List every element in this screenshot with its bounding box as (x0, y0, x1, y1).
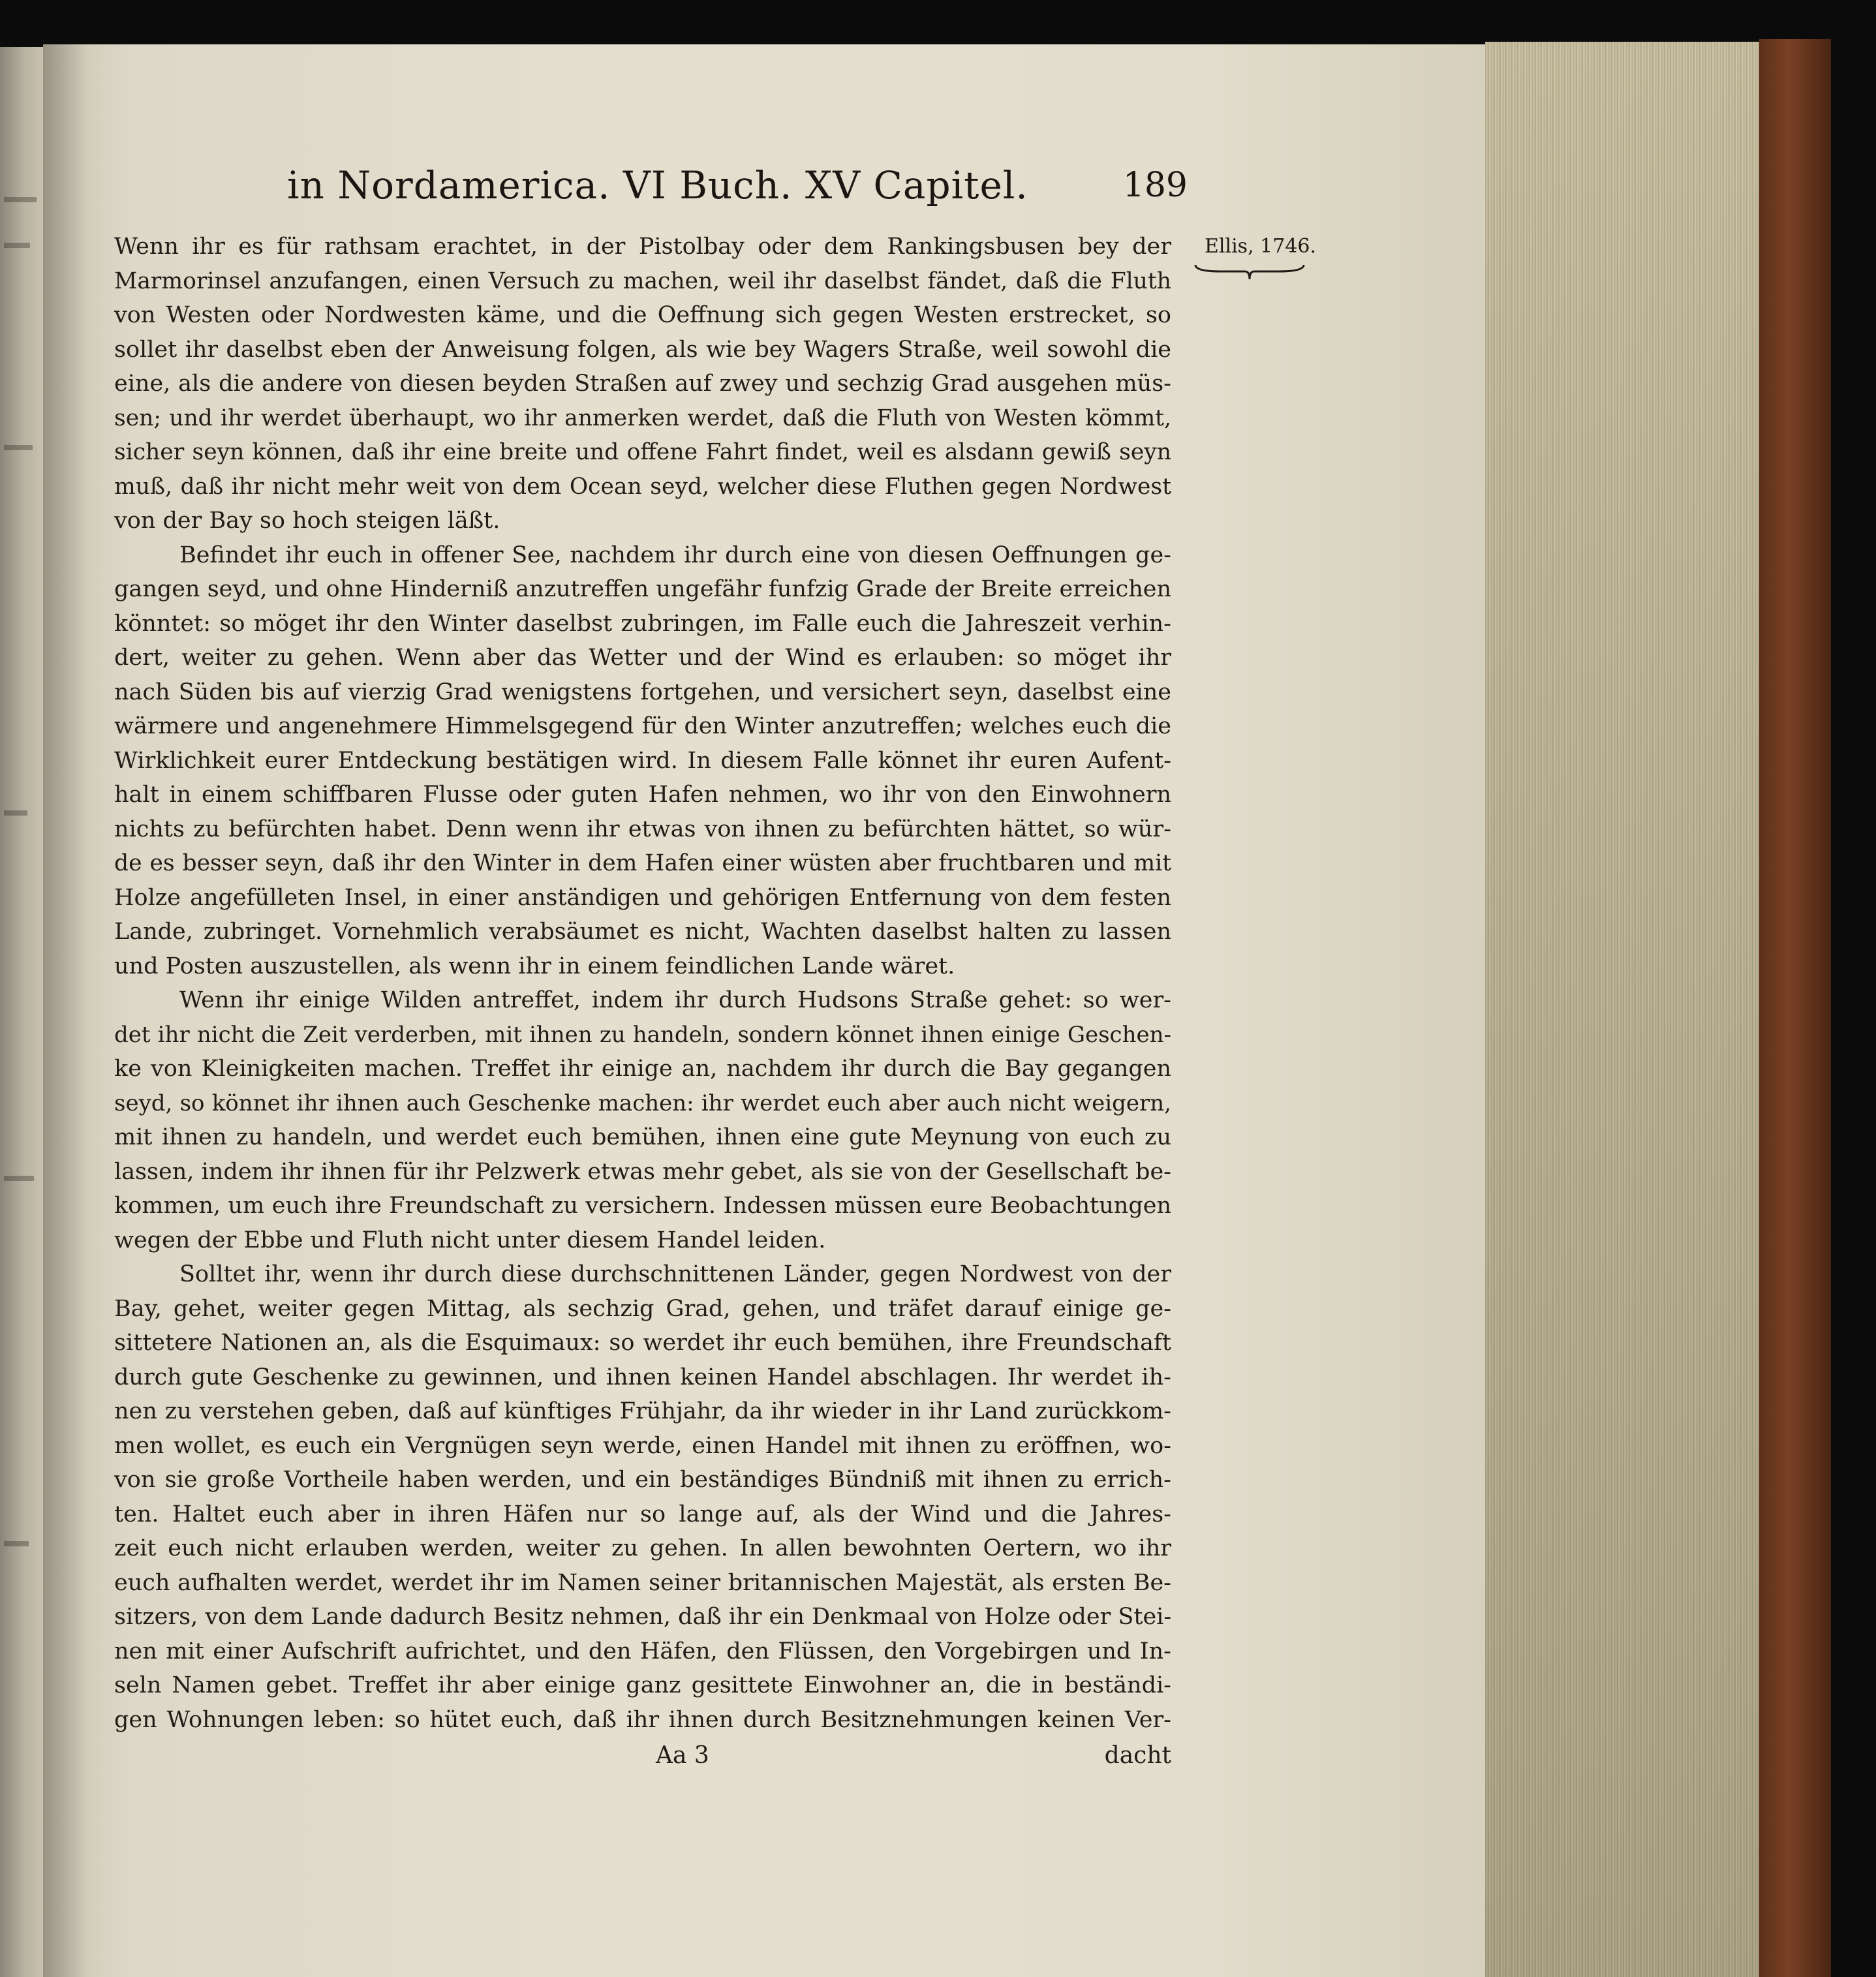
text-line: ten. Haltet euch aber in ihren Häfen nur so lange auf, als der Wind und die Jahres- (114, 1501, 1171, 1527)
catchword: dacht (1104, 1742, 1171, 1769)
text-line: gangen seyd, und ohne Hinderniß anzutreffen ungefähr funfzig Grade der Breite erreichen (114, 576, 1171, 602)
text-line: nach Süden bis auf vierzig Grad wenigstens fortgehen, und versichert seyn, daselbst eine (114, 679, 1171, 705)
page-block-shade (1485, 42, 1759, 1977)
text-line: seln Namen gebet. Treffet ihr aber einige ganz gesittete Einwohner an, die in beständi- (114, 1672, 1171, 1698)
body-text (114, 230, 1171, 1737)
page-footer (114, 1742, 1171, 1781)
text-line: gen Wohnungen leben: so hütet euch, daß ihr ihnen durch Besitznehmungen keinen Ver- (114, 1706, 1171, 1733)
text-line: Wenn ihr es für rathsam erachtet, in der Pistolbay oder dem Rankingsbusen bey der (114, 234, 1171, 260)
text-line: sittetere Nationen an, als die Esquimaux: so werdet ihr euch bemühen, ihre Freundschaft (114, 1330, 1171, 1356)
text-line: sollet ihr daselbst eben der Anweisung folgen, als wie bey Wagers Straße, weil sowohl die (114, 336, 1171, 363)
text-line: men wollet, es euch ein Vergnügen seyn werde, einen Handel mit ihnen zu eröffnen, wo- (114, 1432, 1171, 1459)
text-line: halt in einem schiffbaren Flusse oder guten Hafen nehmen, wo ihr von den Einwohnern (114, 782, 1171, 808)
text-line: von Westen oder Nordwesten käme, und die Oeffnung sich gegen Westen erstrecket, so (114, 302, 1171, 328)
text-line: euch aufhalten werdet, werdet ihr im Namen seiner britannischen Majestät, als ersten Be- (114, 1569, 1171, 1596)
text-line: ke von Kleinigkeiten machen. Treffet ihr einige an, nachdem ihr durch die Bay gegangen (114, 1056, 1171, 1082)
text-line: de es besser seyn, daß ihr den Winter in dem Hafen einer wüsten aber fruchtbaren und mit (114, 850, 1171, 876)
text-line: und Posten auszustellen, als wenn ihr in einem feindlichen Lande wäret. (114, 953, 955, 979)
text-line: Wirklichkeit eurer Entdeckung bestätigen wird. In diesem Falle könnet ihr euren Aufent- (114, 747, 1171, 774)
text-line: Befindet ihr euch in offener See, nachdem ihr durch eine von diesen Oeffnungen ge- (179, 542, 1171, 568)
text-line: wärmere und angenehmere Himmelsgegend für den Winter anzutreffen; welches euch die (114, 713, 1171, 739)
text-line: sicher seyn können, daß ihr eine breite und offene Fahrt findet, weil es alsdann gewiß seyn (114, 439, 1171, 465)
text-line: mit ihnen zu handeln, und werdet euch bemühen, ihnen eine gute Meynung von euch zu (114, 1124, 1171, 1150)
signature-mark: Aa 3 (656, 1742, 709, 1769)
text-line: von der Bay so hoch steigen läßt. (114, 508, 500, 534)
page-gutter-shadow (43, 44, 89, 1977)
text-line: lassen, indem ihr ihnen für ihr Pelzwerk etwas mehr gebet, als sie von der Gesellschaft be- (114, 1158, 1171, 1185)
text-line: zeit euch nicht erlauben werden, weiter zu gehen. In allen bewohnten Oertern, wo ihr (114, 1535, 1171, 1561)
text-line: durch gute Geschenke zu gewinnen, und ihnen keinen Handel abschlagen. Ihr werdet ih- (114, 1364, 1171, 1390)
text-line: eine, als die andere von diesen beyden Straßen auf zwey und sechzig Grad ausgehen müs- (114, 371, 1171, 397)
text-line: Bay, gehet, weiter gegen Mittag, als sechzig Grad, gehen, und träfet darauf einige ge- (114, 1295, 1171, 1322)
text-line: Solltet ihr, wenn ihr durch diese durchschnittenen Länder, gegen Nordwest von der (179, 1261, 1171, 1287)
text-line: Marmorinsel anzufangen, einen Versuch zu machen, weil ihr daselbst fändet, daß die Fluth (114, 268, 1171, 294)
page-number: 189 (1122, 166, 1188, 205)
text-line: kommen, um euch ihre Freundschaft zu versichern. Indessen müssen eure Beobachtungen (114, 1193, 1171, 1219)
leather-cover (1759, 39, 1831, 1977)
previous-page-edge (0, 47, 43, 1977)
text-line: seyd, so könnet ihr ihnen auch Geschenke machen: ihr werdet euch aber auch nicht weigern, (114, 1090, 1171, 1116)
text-line: Wenn ihr einige Wilden antreffet, indem ihr durch Hudsons Straße gehet: so wer- (179, 987, 1171, 1013)
text-line: könntet: so möget ihr den Winter daselbst zubringen, im Falle euch die Jahreszeit verhin- (114, 610, 1171, 637)
text-line: det ihr nicht die Zeit verderben, mit ihnen zu handeln, sondern könnet ihnen einige Geschen- (114, 1021, 1171, 1048)
text-line: nen mit einer Aufschrift aufrichtet, und den Häfen, den Flüssen, den Vorgebirgen und In- (114, 1638, 1171, 1664)
text-line: muß, daß ihr nicht mehr weit von dem Ocean seyd, welcher diese Fluthen gegen Nordwest (114, 473, 1171, 500)
text-line: sen; und ihr werdet überhaupt, wo ihr anmerken werdet, daß die Fluth von Westen kömmt, (114, 405, 1171, 431)
text-line: Lande, zubringet. Vornehmlich verabsäumet es nicht, Wachten daselbst halten zu lassen (114, 919, 1171, 945)
text-line: sitzers, von dem Lande dadurch Besitz nehmen, daß ihr ein Denkmaal von Holze oder Stei- (114, 1604, 1172, 1630)
text-line: Holze angefülleten Insel, in einer anständigen und gehörigen Entfernung von dem festen (114, 884, 1171, 911)
text-line: nichts zu befürchten habet. Denn wenn ihr etwas von ihnen zu befürchten hättet, so wür- (114, 816, 1171, 842)
text-line: wegen der Ebbe und Fluth nicht unter diesem Handel leiden. (114, 1227, 826, 1253)
text-line: nen zu verstehen geben, daß auf künftiges Frühjahr, da ihr wieder in ihr Land zurückkom- (114, 1398, 1171, 1424)
margin-brace-icon (1194, 262, 1305, 282)
running-title: in Nordamerica. VI Buch. XV Capitel. (287, 163, 1028, 207)
running-header (287, 163, 1188, 222)
margin-note: Ellis, 1746. (1205, 235, 1317, 258)
text-line: von sie große Vortheile haben werden, und ein beständiges Bündniß mit ihnen zu errich- (114, 1467, 1171, 1493)
text-line: dert, weiter zu gehen. Wenn aber das Wetter und der Wind es erlauben: so möget ihr (114, 645, 1171, 671)
